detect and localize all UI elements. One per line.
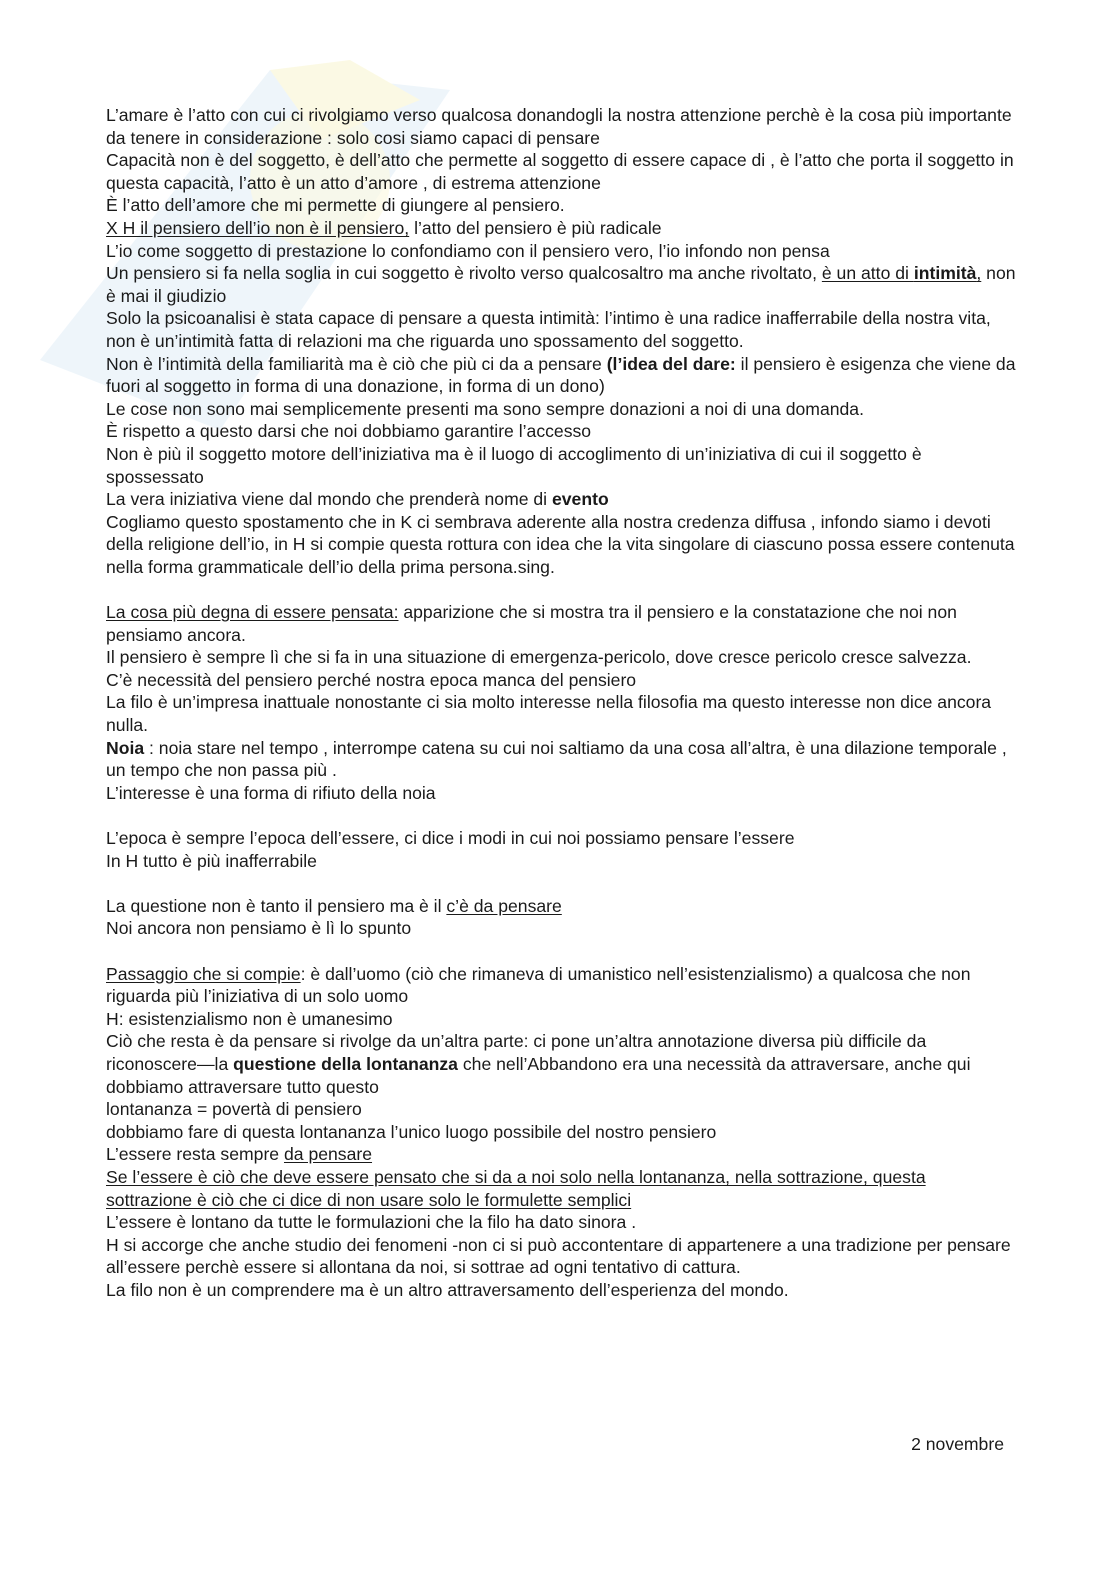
paragraph [106,1098,1016,1121]
paragraph [106,669,1016,692]
text-run: Non è più il soggetto motore dell’iniziativa ma è il luogo di accoglimento di un’iniziativa di cui il soggetto è spossessato [106,443,922,487]
text-run: L’essere resta sempre [106,1144,284,1165]
paragraph [106,782,1016,805]
paragraph [106,1030,1016,1098]
text-run: c’è da pensare [446,895,562,916]
paragraph [106,917,1016,940]
paragraph [106,1211,1016,1234]
text-run: C’è necessità del pensiero perché nostra epoca manca del pensiero [106,669,637,690]
paragraph [106,194,1016,217]
paragraph [106,262,1016,307]
text-run: è un atto di [821,263,914,284]
paragraph [106,398,1016,421]
text-run: L’epoca è sempre l’epoca dell’essere, ci dice i modi in cui noi possiamo pensare l’essere [106,828,795,848]
text-run: : noia stare nel tempo , interrompe catena su cui noi saltiamo da una cosa all’altra, è una dilazione temporale , un tempo che non passa più . [106,737,1007,781]
text-run: Le cose non sono mai semplicemente presenti ma sono sempre donazioni a noi di una domanda. [106,398,864,419]
text-run: Ciò che resta è da pensare si rivolge da un’altra parte: ci pone un’altra annotazione diversa più difficile da riconoscere—la [106,1031,927,1074]
paragraph-gap [106,872,1016,895]
paragraph [106,104,1016,149]
text-run: La filo non è un comprendere ma è un altro attraversamento dell’esperienza del mondo. [106,1279,789,1300]
text-run: Passaggio che si compie [106,963,301,984]
text-run: Solo la psicoanalisi è stata capace di pensare a questa intimità: l’intimo è una radice inafferrabile della nostra vita, non è un’intimità fatta di relazioni ma che riguarda uno spossamento del soggetto. [106,308,991,351]
text-run: lontananza = povertà di pensiero [106,1099,362,1120]
text-run: La cosa più degna di essere pensata: [106,602,399,623]
text-run: : è dall’uomo (ciò che rimaneva di umanistico nell’esistenzialismo) a qualcosa che non riguarda più l’iniziativa di un solo uomo [106,963,971,1007]
paragraph [106,149,1016,194]
text-run: Il pensiero è sempre lì che si fa in una situazione di emergenza-pericolo, dove cresce pericolo cresce salvezza. [106,647,972,668]
document-body [106,104,1016,1301]
paragraph [106,601,1016,646]
paragraph [106,240,1016,263]
text-run: intimità [913,263,977,284]
text-run: Noia [106,737,145,758]
text-run: l’atto del pensiero è più radicale [409,217,662,238]
text-run: H: esistenzialismo non è umanesimo [106,1008,393,1029]
paragraph [106,307,1016,352]
text-run: apparizione che si mostra tra il pensiero e la constatazione che noi non pensiamo ancora. [106,602,957,645]
text-run: L’essere è lontano da tutte le formulazioni che la filo ha dato sinora . [106,1212,637,1233]
text-run: questione della lontananza [233,1053,458,1074]
text-run: H si accorge che anche studio dei fenomeni -non ci si può accontentare di appartenere a una tradizione per pensare all’essere perchè essere si allontana da noi, si sottrae ad ogni tentativo di cattura. [106,1234,1011,1278]
paragraph-gap [106,578,1016,601]
text-run: da pensare [283,1144,373,1165]
paragraph [106,850,1016,873]
text-run: L’interesse è una forma di rifiuto della noia [106,782,436,803]
text-run: Noi ancora non pensiamo è lì lo spunto [106,918,412,939]
text-run: Capacità non è del soggetto, è dell’atto che permette al soggetto di essere capace di , è l’atto che porta il soggetto in questa capacità, l’atto è un atto d’amore , di estrema attenzione [106,150,1014,193]
text-run: X H il pensiero dell’io non è il pensiero, [106,217,410,238]
paragraph [106,353,1016,398]
paragraph [106,737,1016,782]
text-run: È rispetto a questo darsi che noi dobbiamo garantire l’accesso [106,421,592,442]
paragraph [106,420,1016,443]
page-footer-date: 2 novembre [911,1434,1004,1454]
paragraph [106,511,1016,579]
text-run: La vera iniziativa viene dal mondo che prenderà nome di [106,489,552,510]
text-run: In H tutto è più inafferrabile [106,850,317,871]
paragraph [106,827,1016,850]
paragraph [106,963,1016,1008]
paragraph [106,217,1016,240]
text-run: dobbiamo fare di questa lontananza l’unico luogo possibile del nostro pensiero [106,1121,717,1142]
text-run: Cogliamo questo spostamento che in K ci sembrava aderente alla nostra credenza diffusa , infondo siamo i devoti della religione dell’io, in H si compie questa rottura con idea che la vita singolare di ciascuno possa essere contenuta nella forma grammaticale dell’io della prima persona.sing. [106,511,1015,577]
text-run: L’amare è l’atto con cui ci rivolgiamo verso qualcosa donandogli la nostra attenzione perchè è la cosa più importante da tenere in considerazione : solo cosi siamo capaci di pensare [106,105,1012,148]
paragraph [106,691,1016,736]
paragraph [106,1143,1016,1166]
paragraph [106,443,1016,488]
paragraph-gap [106,940,1016,963]
paragraph [106,1121,1016,1144]
text-run: L’io come soggetto di prestazione lo confondiamo con il pensiero vero, l’io infondo non pensa [106,240,830,261]
paragraph [106,1234,1016,1279]
text-run: Se l’essere è ciò che deve essere pensato che si da a noi solo nella lontananza, nella sottrazione, questa sottrazione è ciò che ci dice di non usare solo le formulette semplici [106,1166,926,1210]
paragraph [106,646,1016,669]
text-run: La filo è un’impresa inattuale nonostante ci sia molto interesse nella filosofia ma questo interesse non dice ancora nulla. [106,692,992,736]
text-run: , [976,263,982,284]
paragraph [106,488,1016,511]
text-run: evento [551,489,609,510]
text-run: non è mai il giudizio [106,263,1016,306]
paragraph [106,1008,1016,1031]
text-run: Un pensiero si fa nella soglia in cui soggetto è rivolto verso qualcosaltro ma anche rivoltato, [106,263,822,284]
text-run: È l’atto dell’amore che mi permette di giungere al pensiero. [106,195,565,216]
paragraph-gap [106,804,1016,827]
paragraph [106,1166,1016,1211]
paragraph [106,895,1016,918]
text-run: La questione non è tanto il pensiero ma è il [106,895,447,916]
paragraph [106,1279,1016,1302]
text-run: (l’idea del dare: [606,353,736,374]
text-run: che nell’Abbandono era una necessità da attraversare, anche qui dobbiamo attraversare tutto questo [106,1053,971,1097]
text-run: il pensiero è esigenza che viene da fuori al soggetto in forma di una donazione, in forma di un dono) [106,353,1016,397]
text-run: Non è l’intimità della familiarità ma è ciò che più ci da a pensare [106,353,607,374]
